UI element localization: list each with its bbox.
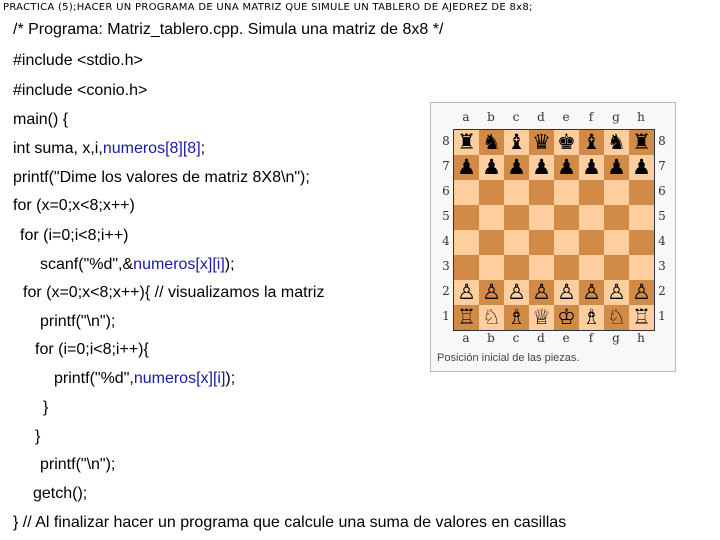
board-square-g2	[604, 280, 629, 305]
code-array-highlight: numeros[x][i]	[133, 256, 225, 273]
code-text: scanf("%d",&	[40, 256, 134, 273]
board-square-e1	[554, 305, 579, 330]
board-square-c4	[504, 230, 529, 255]
code-line-for-x: for (x=0;x<8;x++)	[13, 197, 135, 214]
chess-piece-icon: ♞	[482, 130, 501, 154]
code-text: );	[224, 256, 235, 273]
code-line-printf-newline: printf("\n");	[40, 313, 116, 330]
code-line-close-brace: }	[43, 399, 49, 416]
rank-label: 3	[658, 259, 666, 273]
chess-piece-icon: ♖	[632, 305, 651, 329]
board-square-b5	[479, 205, 504, 230]
file-label: b	[487, 110, 495, 124]
board-square-h5	[629, 205, 654, 230]
file-label: h	[637, 110, 645, 124]
rank-label: 5	[658, 209, 666, 223]
board-square-f4	[579, 230, 604, 255]
code-line-for-x-display: for (x=0;x<8;x++){ // visualizamos la matriz	[23, 284, 325, 301]
code-line-declaration	[13, 140, 205, 158]
board-square-h2	[629, 280, 654, 305]
board-square-e5	[554, 205, 579, 230]
rank-label: 1	[442, 309, 450, 323]
board-caption: Posición inicial de las piezas.	[437, 352, 580, 364]
board-square-c2	[504, 280, 529, 305]
file-label: f	[588, 110, 594, 124]
board-square-d6	[529, 180, 554, 205]
board-square-h1	[629, 305, 654, 330]
board-square-b2	[479, 280, 504, 305]
rank-label: 2	[658, 284, 666, 298]
board-square-h7	[629, 155, 654, 180]
board-square-e6	[554, 180, 579, 205]
code-array-highlight: numeros[x][i]	[133, 370, 226, 387]
file-label: g	[612, 331, 620, 345]
board-square-d1	[529, 305, 554, 330]
chess-piece-icon: ♝	[582, 130, 601, 154]
file-label: g	[612, 110, 620, 124]
board-square-c3	[504, 255, 529, 280]
file-label: e	[562, 331, 570, 345]
board-square-d7	[529, 155, 554, 180]
board-square-g1	[604, 305, 629, 330]
board-square-d5	[529, 205, 554, 230]
board-square-g3	[604, 255, 629, 280]
chess-piece-icon: ♘	[607, 305, 626, 329]
board-square-d3	[529, 255, 554, 280]
chess-piece-icon: ♙	[482, 280, 501, 304]
chess-piece-icon: ♟	[632, 155, 651, 179]
board-square-a4	[454, 230, 479, 255]
file-label: e	[562, 110, 570, 124]
board-square-a3	[454, 255, 479, 280]
chess-piece-icon: ♙	[507, 280, 526, 304]
chess-piece-icon: ♟	[482, 155, 501, 179]
chess-piece-icon: ♙	[557, 280, 576, 304]
chess-piece-icon: ♗	[507, 305, 526, 329]
file-label: c	[512, 331, 520, 345]
chess-piece-icon: ♜	[632, 130, 651, 154]
rank-label: 4	[442, 234, 450, 248]
chess-piece-icon: ♜	[457, 130, 476, 154]
board-square-a6	[454, 180, 479, 205]
file-label: b	[487, 331, 495, 345]
board-square-h4	[629, 230, 654, 255]
chess-piece-icon: ♘	[482, 305, 501, 329]
rank-label: 7	[442, 159, 450, 173]
code-line-include-stdio: #include <stdio.h>	[13, 52, 143, 69]
rank-label: 1	[658, 309, 666, 323]
file-label: a	[462, 110, 470, 124]
chess-piece-icon: ♟	[507, 155, 526, 179]
rank-label: 2	[442, 284, 450, 298]
board-square-b7	[479, 155, 504, 180]
board-square-e2	[554, 280, 579, 305]
code-line-scanf	[40, 256, 235, 274]
board-square-a7	[454, 155, 479, 180]
board-square-c8	[504, 130, 529, 155]
chessboard	[453, 129, 655, 331]
board-square-f5	[579, 205, 604, 230]
chess-piece-icon: ♖	[457, 305, 476, 329]
file-label: d	[537, 331, 545, 345]
board-square-f3	[579, 255, 604, 280]
code-line-getch: getch();	[33, 485, 88, 502]
board-square-f7	[579, 155, 604, 180]
board-square-b3	[479, 255, 504, 280]
code-line-main: main() {	[13, 111, 69, 128]
file-label: f	[588, 331, 594, 345]
chess-piece-icon: ♕	[532, 305, 551, 329]
board-square-g5	[604, 205, 629, 230]
code-line-final-comment: } // Al finalizar hacer un programa que calcule una suma de valores en casillas	[13, 514, 567, 531]
chess-piece-icon: ♚	[557, 130, 576, 154]
file-label: d	[537, 110, 545, 124]
rank-label: 4	[658, 234, 666, 248]
board-square-b1	[479, 305, 504, 330]
board-square-f2	[579, 280, 604, 305]
chess-piece-icon: ♙	[582, 280, 601, 304]
chess-piece-icon: ♙	[532, 280, 551, 304]
board-square-c1	[504, 305, 529, 330]
board-square-g6	[604, 180, 629, 205]
code-text: int suma, x,i,	[13, 140, 103, 157]
chess-piece-icon: ♙	[632, 280, 651, 304]
chess-piece-icon: ♟	[582, 155, 601, 179]
board-square-f8	[579, 130, 604, 155]
code-line-comment: /* Programa: Matriz_tablero.cpp. Simula una matriz de 8x8 */	[13, 21, 444, 38]
code-line-close-brace: }	[35, 428, 41, 445]
board-square-h6	[629, 180, 654, 205]
code-text: ;	[200, 140, 206, 157]
code-line-printf-prompt: printf("Dime los valores de matriz 8X8\n");	[13, 169, 310, 186]
chess-piece-icon: ♞	[607, 130, 626, 154]
board-square-a2	[454, 280, 479, 305]
chess-piece-icon: ♟	[532, 155, 551, 179]
chess-piece-icon: ♛	[532, 130, 551, 154]
rank-label: 6	[442, 184, 450, 198]
code-array-highlight: numeros[8][8]	[102, 140, 201, 157]
board-square-f1	[579, 305, 604, 330]
board-square-a8	[454, 130, 479, 155]
board-square-a1	[454, 305, 479, 330]
board-square-e8	[554, 130, 579, 155]
board-square-e4	[554, 230, 579, 255]
code-line-printf-value	[54, 370, 235, 388]
chess-piece-icon: ♗	[582, 305, 601, 329]
rank-label: 8	[658, 134, 666, 148]
board-square-c7	[504, 155, 529, 180]
chess-piece-icon: ♝	[507, 130, 526, 154]
code-line-for-i: for (i=0;i<8;i++)	[20, 227, 129, 244]
chess-piece-icon: ♟	[607, 155, 626, 179]
file-label: h	[637, 331, 645, 345]
board-square-h8	[629, 130, 654, 155]
rank-label: 5	[442, 209, 450, 223]
rank-label: 7	[658, 159, 666, 173]
rank-label: 3	[442, 259, 450, 273]
board-square-a5	[454, 205, 479, 230]
board-square-h3	[629, 255, 654, 280]
board-square-g4	[604, 230, 629, 255]
chess-piece-icon: ♙	[607, 280, 626, 304]
code-line-printf-newline: printf("\n");	[40, 456, 116, 473]
file-label: c	[512, 110, 520, 124]
chess-piece-icon: ♟	[557, 155, 576, 179]
file-label: a	[462, 331, 470, 345]
board-square-c5	[504, 205, 529, 230]
board-square-d8	[529, 130, 554, 155]
board-square-e7	[554, 155, 579, 180]
code-line-include-conio: #include <conio.h>	[13, 82, 148, 99]
code-text: );	[225, 370, 236, 387]
board-square-c6	[504, 180, 529, 205]
board-square-b6	[479, 180, 504, 205]
board-square-f6	[579, 180, 604, 205]
board-square-d2	[529, 280, 554, 305]
board-square-g7	[604, 155, 629, 180]
page-title: PRACTICA (5);HACER UN PROGRAMA DE UNA MATRIZ QUE SIMULE UN TABLERO DE AJEDREZ DE 8x8;	[3, 2, 533, 13]
chess-piece-icon: ♟	[457, 155, 476, 179]
board-square-e3	[554, 255, 579, 280]
rank-label: 6	[658, 184, 666, 198]
chess-piece-icon: ♙	[457, 280, 476, 304]
chess-piece-icon: ♔	[557, 305, 576, 329]
board-square-d4	[529, 230, 554, 255]
board-square-b8	[479, 130, 504, 155]
code-line-for-i-display: for (i=0;i<8;i++){	[35, 341, 149, 358]
board-square-b4	[479, 230, 504, 255]
board-square-g8	[604, 130, 629, 155]
rank-label: 8	[442, 134, 450, 148]
code-text: printf("%d",	[54, 370, 134, 387]
